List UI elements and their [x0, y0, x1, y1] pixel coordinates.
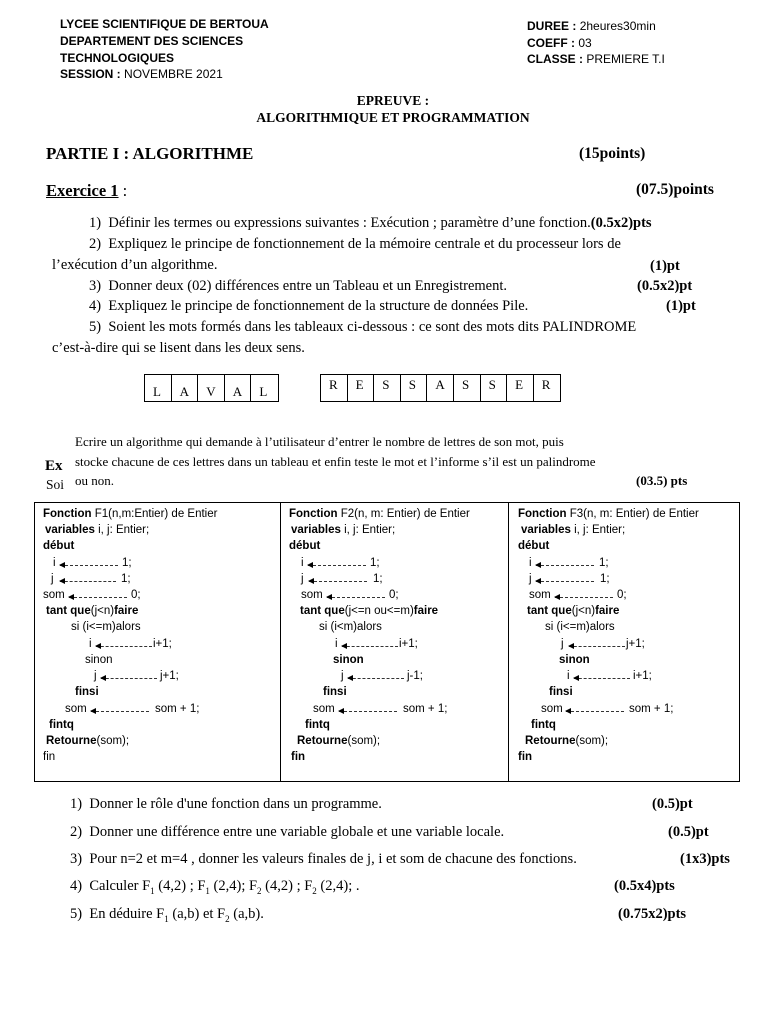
ex2-q2-points: (0.5)pt [668, 824, 709, 840]
q-text: Pour n=2 et m=4 , donner les valeurs finales de j, i et som de chacune des fonctions. [89, 851, 577, 867]
q-text: Définir les termes ou expressions suivantes : Exécution ; paramètre d’une fonction. [108, 215, 591, 231]
kw: faire [595, 605, 620, 617]
word-table-ressasser [320, 374, 561, 402]
kw: Fonction [518, 508, 567, 520]
ex1-q3-points: (0.5x2)pt [637, 278, 693, 294]
else-line: sinon [85, 654, 113, 666]
var: i [567, 670, 570, 682]
ex2-q3 [70, 851, 577, 868]
q-number: 1) [89, 215, 102, 231]
end-line: fin [43, 751, 56, 763]
assign-arrow-icon [569, 646, 625, 647]
ex2-q3-points: (1x3)pts [680, 851, 730, 867]
department-line-1: DEPARTEMENT DES SCIENCES [60, 34, 244, 48]
kw: faire [413, 605, 439, 617]
q-number: 4) [89, 298, 102, 314]
var: som [313, 703, 335, 715]
letter: L [153, 384, 161, 399]
assign-arrow-icon [339, 711, 397, 712]
var: som [541, 703, 563, 715]
value: som + 1; [629, 703, 674, 715]
kw: début [43, 540, 75, 552]
classe-value: PREMIERE T.I [586, 52, 665, 66]
classe-info [527, 51, 665, 67]
q-text: Donner le rôle d'une fonction dans un programme. [89, 796, 382, 812]
q-text: (2,4); F [209, 878, 258, 894]
letter: S [382, 377, 390, 392]
value: 1; [370, 557, 380, 569]
letter-cell [454, 375, 481, 401]
instruction-line-1: Ecrire un algorithme qui demande à l’utilisateur d’entrer le nombre de lettres de son mot, puis [75, 434, 564, 449]
letter-cell [534, 375, 561, 401]
q-text: (4,2) ; F [261, 878, 313, 894]
var: i [89, 638, 92, 650]
kw: Retourne [297, 735, 348, 747]
coeff-value: 03 [578, 36, 592, 50]
ex2-q1-points: (0.5)pt [652, 796, 693, 812]
value: 1; [373, 573, 383, 585]
assign-arrow-icon [60, 565, 118, 566]
kw: Retourne [46, 735, 97, 747]
end-line: fin [291, 751, 306, 763]
q-text: (4,2) ; F [154, 878, 206, 894]
kw: variables [521, 524, 571, 536]
assign-arrow-icon [69, 597, 127, 598]
vars: i, j: Entier; [570, 524, 626, 536]
kw: finsi [549, 686, 573, 698]
kw: début [518, 540, 550, 552]
letter-cell [172, 375, 199, 401]
value: 1; [599, 557, 609, 569]
subscript: 2 [257, 885, 262, 896]
vars: i, j: Entier; [94, 524, 150, 536]
exercice-1-colon: : [118, 181, 128, 200]
ex1-q1 [89, 215, 652, 232]
assign-arrow-icon [566, 711, 624, 712]
value: i+1; [399, 638, 418, 650]
kw: finsi [323, 686, 347, 698]
exercice-1-points: (07.5)points [636, 181, 714, 198]
value: 0; [131, 589, 141, 601]
exercice-1-label: Exercice 1 [46, 181, 119, 200]
assign-arrow-icon [536, 581, 594, 582]
q-number: 3) [70, 851, 83, 867]
var: i [529, 557, 532, 569]
subscript: 2 [312, 885, 317, 896]
if-line: si (i<=m)alors [71, 621, 141, 633]
var: j [301, 573, 304, 585]
subscript: 1 [205, 885, 210, 896]
function-f3-column [508, 503, 739, 781]
exercice-1-heading [46, 181, 127, 201]
q-text: Expliquez le principe de fonctionnement de la structure de données Pile. [108, 298, 529, 314]
session-value: NOVEMBRE 2021 [124, 67, 223, 81]
return-value: (som); [96, 735, 130, 747]
function-f2-column [280, 503, 508, 781]
subscript: 1 [164, 913, 169, 924]
ex1-q2 [89, 236, 621, 253]
letter-cell [348, 375, 375, 401]
ex1-q2-cont: l’exécution d’un algorithme. [52, 257, 218, 273]
ex1-q5 [89, 319, 636, 336]
else-line: sinon [559, 654, 590, 666]
kw: fintq [305, 719, 330, 731]
letter: R [541, 377, 551, 392]
coeff-info [527, 35, 592, 51]
return-value: (som); [575, 735, 609, 747]
assign-arrow-icon [60, 581, 116, 582]
q-number: 4) [70, 878, 83, 894]
end-line: fin [518, 751, 533, 763]
kw: variables [291, 524, 341, 536]
kw: tant que [46, 605, 91, 617]
kw: tant que [527, 605, 572, 617]
var: j [529, 573, 532, 585]
var: som [43, 589, 65, 601]
signature: F2(n, m: Entier) de Entier [337, 508, 470, 520]
kw: faire [114, 605, 139, 617]
q-number: 3) [89, 278, 102, 294]
ex1-q3 [89, 278, 507, 295]
assign-arrow-icon [342, 646, 398, 647]
assign-arrow-icon [348, 678, 404, 679]
q-number: 1) [70, 796, 83, 812]
letter-cell [374, 375, 401, 401]
ex1-q5-cont: c’est-à-dire qui se lisent dans les deux sens. [52, 340, 305, 356]
duree-info [527, 18, 656, 34]
letter-cell [321, 375, 348, 401]
assign-arrow-icon [96, 646, 152, 647]
letter: E [355, 377, 364, 392]
signature: F1(n,m:Entier) de Entier [91, 508, 218, 520]
letter-cell [481, 375, 508, 401]
q-text: Soient les mots formés dans les tableaux ci-dessous : ce sont des mots dits PALINDROME [108, 319, 637, 335]
value: i+1; [153, 638, 172, 650]
kw: finsi [75, 686, 99, 698]
value: 0; [617, 589, 627, 601]
var: j [94, 670, 97, 682]
q-number: 5) [89, 319, 102, 335]
condition: (j<=n ou<=m) [344, 605, 414, 617]
else-line: sinon [333, 654, 364, 666]
letter: A [179, 384, 189, 399]
functions-table [34, 502, 740, 782]
instruction-line-3: ou non. [75, 473, 114, 488]
vars: i, j: Entier; [340, 524, 396, 536]
letter-cell [198, 375, 225, 401]
var: i [301, 557, 304, 569]
hidden-exercise-heading: Ex [45, 458, 63, 474]
letter-cell [225, 375, 252, 401]
return-value: (som); [347, 735, 381, 747]
letter: S [408, 377, 417, 392]
partie-title: PARTIE I : ALGORITHME [46, 144, 254, 163]
ex1-q4 [89, 298, 528, 315]
ex2-q4 [70, 878, 359, 896]
if-line: si (i<=m)alors [545, 621, 615, 633]
assign-arrow-icon [536, 565, 594, 566]
letter-cell [427, 375, 454, 401]
assign-arrow-icon [101, 678, 157, 679]
word-table-laval [144, 374, 279, 402]
value: som + 1; [155, 703, 200, 715]
assign-arrow-icon [309, 581, 367, 582]
var: j [51, 573, 54, 585]
letter: R [329, 377, 338, 392]
letter: A [435, 377, 445, 392]
value: 0; [389, 589, 399, 601]
q-number: 2) [70, 824, 83, 840]
letter: V [206, 384, 216, 399]
ex1-q2-points: (1)pt [650, 258, 680, 274]
assign-arrow-icon [327, 597, 385, 598]
var: i [53, 557, 56, 569]
q-text: (2,4); . [316, 878, 360, 894]
duree-label: DUREE : [527, 19, 577, 33]
var: i [335, 638, 338, 650]
if-line: si (i<m)alors [319, 621, 382, 633]
partie-points: (15points) [579, 145, 646, 162]
value: i+1; [633, 670, 652, 682]
q-text: Donner deux (02) différences entre un Tableau et un Enregistrement. [108, 278, 508, 294]
q-points: (0.5x2)pts [590, 215, 652, 231]
ex2-q5 [70, 906, 264, 924]
ex2-q4-points: (0.5x4)pts [614, 878, 675, 894]
ex1-q4-points: (1)pt [666, 298, 696, 314]
kw: Retourne [525, 735, 576, 747]
condition: (j<n) [90, 605, 115, 617]
value: 1; [122, 557, 132, 569]
assign-arrow-icon [574, 678, 630, 679]
letter-cell [251, 375, 278, 401]
assign-arrow-icon [91, 711, 149, 712]
kw: variables [45, 524, 95, 536]
department-line-2: TECHNOLOGIQUES [60, 51, 175, 65]
letter-cell [145, 375, 172, 401]
instruction-points: (03.5) pts [636, 473, 688, 488]
kw: début [289, 540, 321, 552]
session-info [60, 66, 223, 82]
var: som [529, 589, 551, 601]
instruction-line-2: stocke chacune de ces lettres dans un tableau et enfin teste le mot et l’informe s’il est un palindrome [75, 454, 596, 469]
assign-arrow-icon [555, 597, 613, 598]
value: j+1; [626, 638, 645, 650]
subscript: 1 [150, 885, 155, 896]
value: som + 1; [403, 703, 448, 715]
condition: (j<n) [571, 605, 596, 617]
assign-arrow-icon [308, 565, 366, 566]
session-label: SESSION : [60, 67, 121, 81]
kw: fintq [531, 719, 556, 731]
letter: A [232, 384, 243, 399]
duree-value: 2heures30min [579, 19, 656, 33]
q-text: (a,b) et F [168, 906, 226, 922]
letter: S [488, 377, 496, 392]
letter: L [259, 384, 268, 399]
kw: Fonction [43, 508, 92, 520]
q-text: Expliquez le principe de fonctionnement de la mémoire centrale et du processeur lors de [108, 236, 621, 252]
var: som [65, 703, 87, 715]
var: som [301, 589, 323, 601]
value: 1; [121, 573, 131, 585]
school-name: LYCEE SCIENTIFIQUE DE BERTOUA [60, 17, 269, 31]
value: j+1; [160, 670, 179, 682]
algorithm-instruction [68, 432, 748, 490]
ex2-q2 [70, 824, 504, 841]
value: j-1; [407, 670, 423, 682]
hidden-text-fragment: Soi [46, 477, 65, 492]
exam-title-2: ALGORITHMIQUE ET PROGRAMMATION [256, 110, 530, 125]
ex2-q1 [70, 796, 382, 813]
ex2-q5-points: (0.75x2)pts [618, 906, 687, 922]
letter: S [461, 377, 470, 392]
q-text: (a,b). [229, 906, 264, 922]
q-text: En déduire F [89, 906, 165, 922]
value: 1; [600, 573, 610, 585]
q-text: Calculer F [89, 878, 151, 894]
kw: tant que [300, 605, 345, 617]
q-number: 5) [70, 906, 83, 922]
function-f1-column [35, 503, 280, 781]
subscript: 2 [225, 913, 230, 924]
exam-title-1: EPREUVE : [356, 93, 430, 108]
letter-cell [507, 375, 534, 401]
signature: F3(n, m: Entier) de Entier [566, 508, 699, 520]
var: j [561, 638, 564, 650]
kw: Fonction [289, 508, 338, 520]
q-text: Donner une différence entre une variable globale et une variable locale. [89, 824, 505, 840]
q-number: 2) [89, 236, 102, 252]
classe-label: CLASSE : [527, 52, 584, 66]
var: j [341, 670, 344, 682]
coeff-label: COEFF : [527, 36, 575, 50]
letter: E [515, 377, 524, 392]
letter-cell [401, 375, 428, 401]
kw: fintq [49, 719, 74, 731]
